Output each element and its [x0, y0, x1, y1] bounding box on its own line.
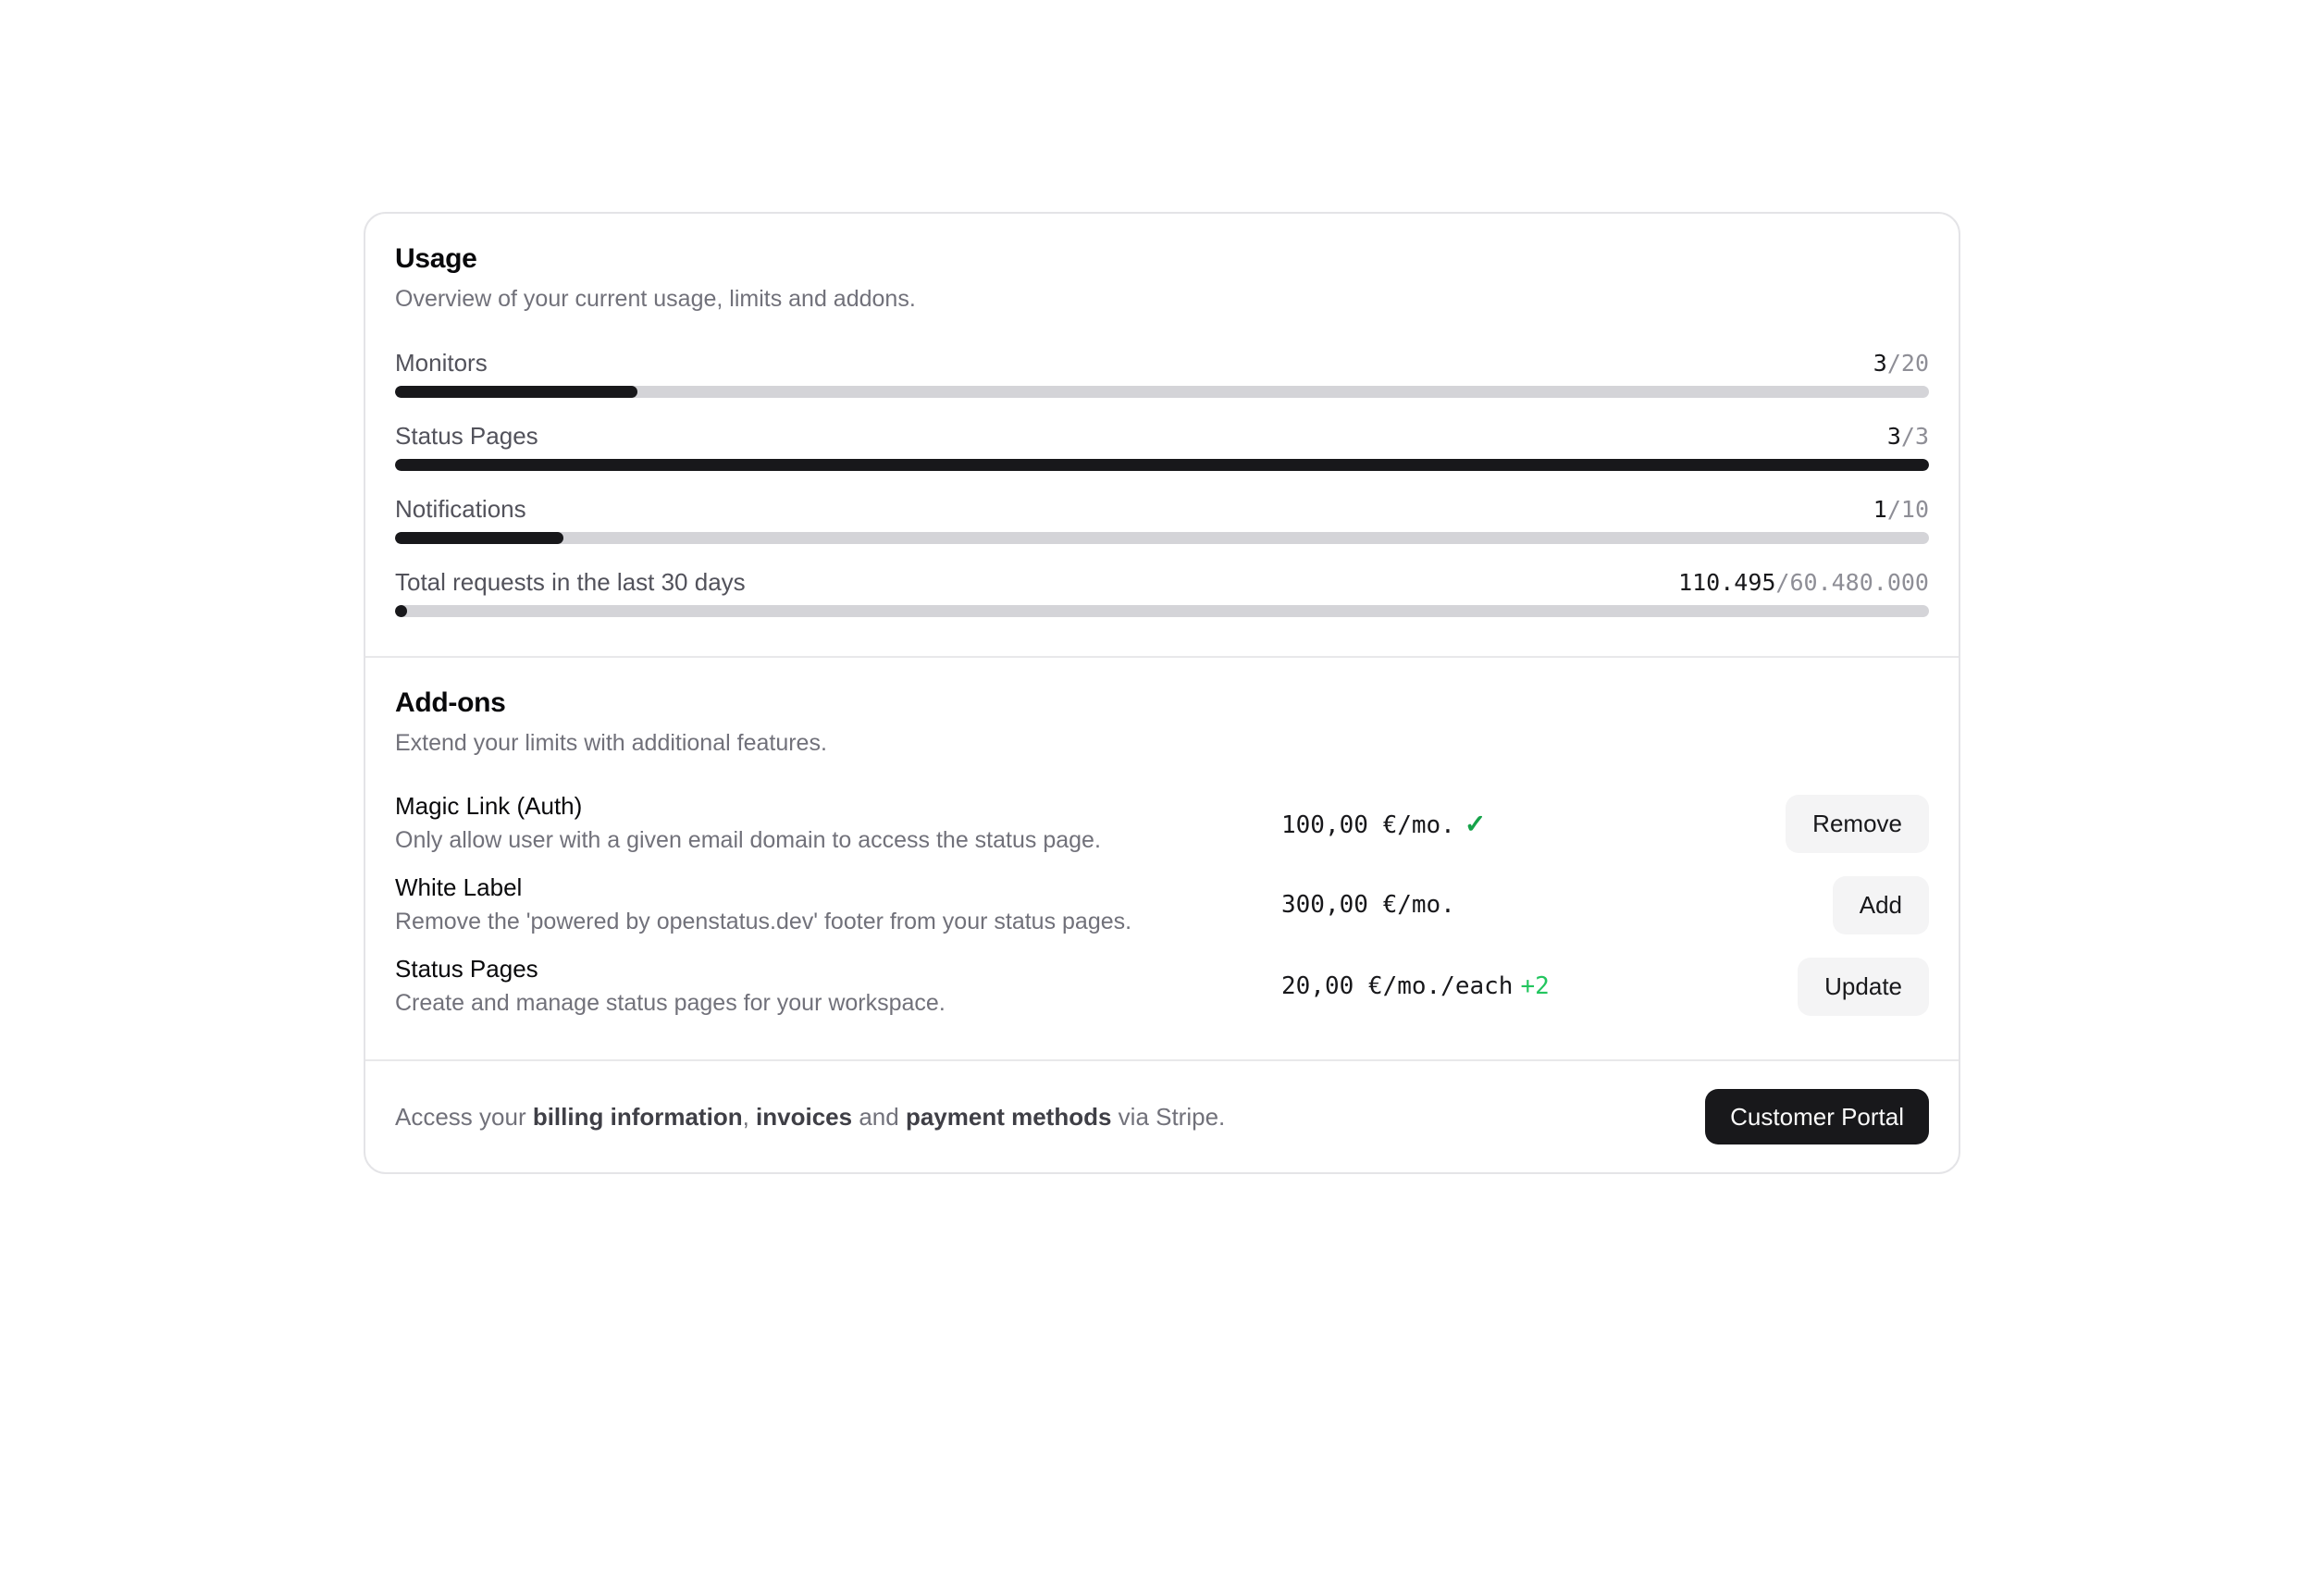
usage-meters	[395, 349, 1929, 617]
meter-notifications	[395, 495, 1929, 544]
usage-title: Usage	[395, 243, 477, 274]
check-icon: ✓	[1464, 809, 1487, 838]
meter-used: 3	[1886, 423, 1901, 450]
progress-bar-track	[395, 459, 1929, 471]
addon-price: 100,00 €/mo. ✓	[1281, 809, 1487, 839]
update-addon-button[interactable]: Update	[1798, 958, 1929, 1016]
meter-value	[1873, 350, 1929, 377]
customer-portal-button[interactable]: Customer Portal	[1705, 1089, 1929, 1144]
meter-used: 1	[1873, 496, 1887, 523]
usage-section	[365, 214, 1959, 656]
billing-footer	[365, 1059, 1959, 1172]
add-addon-button[interactable]: Add	[1833, 876, 1929, 934]
addon-description: Only allow user with a given email domain to access the status page.	[395, 827, 1101, 853]
remove-addon-button[interactable]: Remove	[1786, 795, 1929, 853]
addon-name: Status Pages	[395, 955, 538, 983]
meter-value	[1873, 496, 1929, 524]
addons-title: Add-ons	[395, 687, 506, 718]
progress-bar-fill	[395, 459, 1929, 471]
progress-bar-track	[395, 532, 1929, 544]
meter-used: 110.495	[1678, 569, 1776, 596]
meter-limit: /10	[1886, 496, 1929, 523]
meter-total-requests	[395, 568, 1929, 617]
progress-bar-fill	[395, 532, 563, 544]
meter-label: Total requests in the last 30 days	[395, 568, 746, 596]
usage-subtitle: Overview of your current usage, limits and addons.	[395, 286, 916, 312]
progress-bar-track	[395, 605, 1929, 617]
progress-bar-track	[395, 386, 1929, 398]
addon-row-status-pages	[395, 952, 1929, 1021]
addon-price: 300,00 €/mo.	[1281, 891, 1455, 919]
addons-subtitle: Extend your limits with additional features.	[395, 730, 827, 756]
addon-description: Remove the 'powered by openstatus.dev' footer from your status pages.	[395, 909, 1132, 934]
quantity-badge: +2	[1520, 972, 1550, 1000]
addon-name: Magic Link (Auth)	[395, 792, 583, 820]
progress-bar-fill	[395, 386, 637, 398]
addon-rows	[395, 789, 1929, 1021]
meter-status-pages	[395, 422, 1929, 471]
addon-price: 20,00 €/mo./each +2	[1281, 972, 1550, 1000]
meter-limit: /3	[1900, 423, 1929, 450]
meter-value	[1678, 569, 1929, 597]
meter-monitors	[395, 349, 1929, 398]
addon-row-magic-link	[395, 789, 1929, 858]
meter-label: Monitors	[395, 349, 488, 377]
billing-usage-card	[364, 212, 1960, 1174]
meter-label: Status Pages	[395, 422, 538, 450]
meter-limit: /60.480.000	[1775, 569, 1929, 596]
meter-used: 3	[1873, 350, 1887, 377]
progress-bar-fill	[395, 605, 407, 617]
meter-label: Notifications	[395, 495, 526, 523]
stripe-access-text: Access your billing information, invoices and payment methods via Stripe.	[395, 1102, 1226, 1131]
addon-row-white-label	[395, 871, 1929, 939]
addon-name: White Label	[395, 873, 523, 901]
meter-value	[1887, 423, 1929, 451]
addons-section	[365, 656, 1959, 1059]
meter-limit: /20	[1886, 350, 1929, 377]
addon-description: Create and manage status pages for your workspace.	[395, 990, 946, 1016]
